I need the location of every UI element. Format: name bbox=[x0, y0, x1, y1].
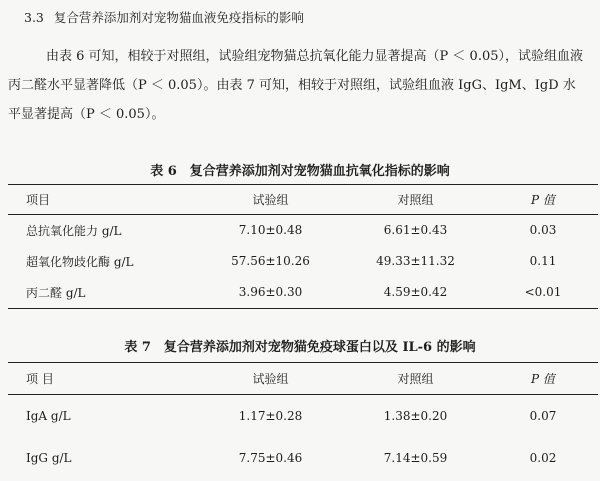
body-paragraph: 由表 6 可知，相较于对照组，试验组宠物猫总抗氧化能力显著提高（P ＜ 0.05），试验组血液丙二醛水平显著降低（P ＜ 0.05）。由表 7 可知，相较于对照组，试验组血液 IgG、IgM、IgD 水平显著提高（P ＜ 0.05）。 bbox=[8, 49, 583, 122]
table6-title: 表 6 复合营养添加剂对宠物猫血抗氧化指标的影响 bbox=[150, 164, 450, 179]
table6-header-p: P 值 bbox=[531, 193, 555, 207]
table-cell: 超氧化物歧化酶 g/L bbox=[26, 254, 134, 269]
table-row bbox=[8, 246, 598, 277]
section-heading bbox=[24, 8, 304, 26]
table7-title: 表 7 复合营养添加剂对宠物猫免疫球蛋白以及 IL-6 的影响 bbox=[124, 340, 476, 355]
table-row bbox=[8, 277, 598, 309]
table-cell: 4.59±0.42 bbox=[383, 285, 448, 300]
table-cell: 7.14±0.59 bbox=[383, 450, 448, 465]
table-row bbox=[8, 395, 598, 437]
table7-header-p: P 值 bbox=[531, 372, 555, 386]
table6 bbox=[8, 184, 598, 309]
table-row bbox=[8, 215, 598, 246]
table7-header-control: 对照组 bbox=[397, 372, 434, 386]
table-cell: 0.11 bbox=[529, 254, 557, 268]
table-cell: 6.61±0.43 bbox=[383, 223, 448, 238]
table7-header-item: 项 目 bbox=[26, 372, 54, 386]
table6-header-control: 对照组 bbox=[397, 193, 434, 207]
table-cell: 3.96±0.30 bbox=[238, 285, 303, 300]
table6-header-test: 试验组 bbox=[252, 193, 289, 207]
table-cell: 57.56±10.26 bbox=[231, 254, 310, 268]
table7-header-row bbox=[8, 363, 598, 395]
table6-header-row bbox=[8, 185, 598, 215]
table-cell: 1.38±0.20 bbox=[383, 408, 448, 423]
table-cell: IgA g/L bbox=[26, 408, 71, 423]
table-cell: 丙二醛 g/L bbox=[26, 285, 86, 300]
section-number: 3.3 bbox=[24, 10, 44, 25]
table7 bbox=[8, 362, 598, 479]
table-cell: 0.02 bbox=[529, 450, 557, 465]
table-cell: 49.33±11.32 bbox=[376, 254, 455, 268]
table-cell: IgG g/L bbox=[26, 450, 72, 465]
table7-header-test: 试验组 bbox=[252, 372, 289, 386]
table-row bbox=[8, 437, 598, 479]
table-cell: <0.01 bbox=[524, 285, 562, 300]
table-cell: 7.75±0.46 bbox=[238, 450, 303, 465]
table6-header-item: 项目 bbox=[26, 193, 51, 207]
table-cell: 0.03 bbox=[529, 223, 557, 238]
table-cell: 1.17±0.28 bbox=[238, 408, 303, 423]
table-cell: 7.10±0.48 bbox=[238, 223, 303, 238]
table-cell: 0.07 bbox=[529, 408, 557, 423]
section-title: 复合营养添加剂对宠物猫血液免疫指标的影响 bbox=[53, 10, 304, 25]
table-cell: 总抗氧化能力 g/L bbox=[26, 223, 122, 238]
